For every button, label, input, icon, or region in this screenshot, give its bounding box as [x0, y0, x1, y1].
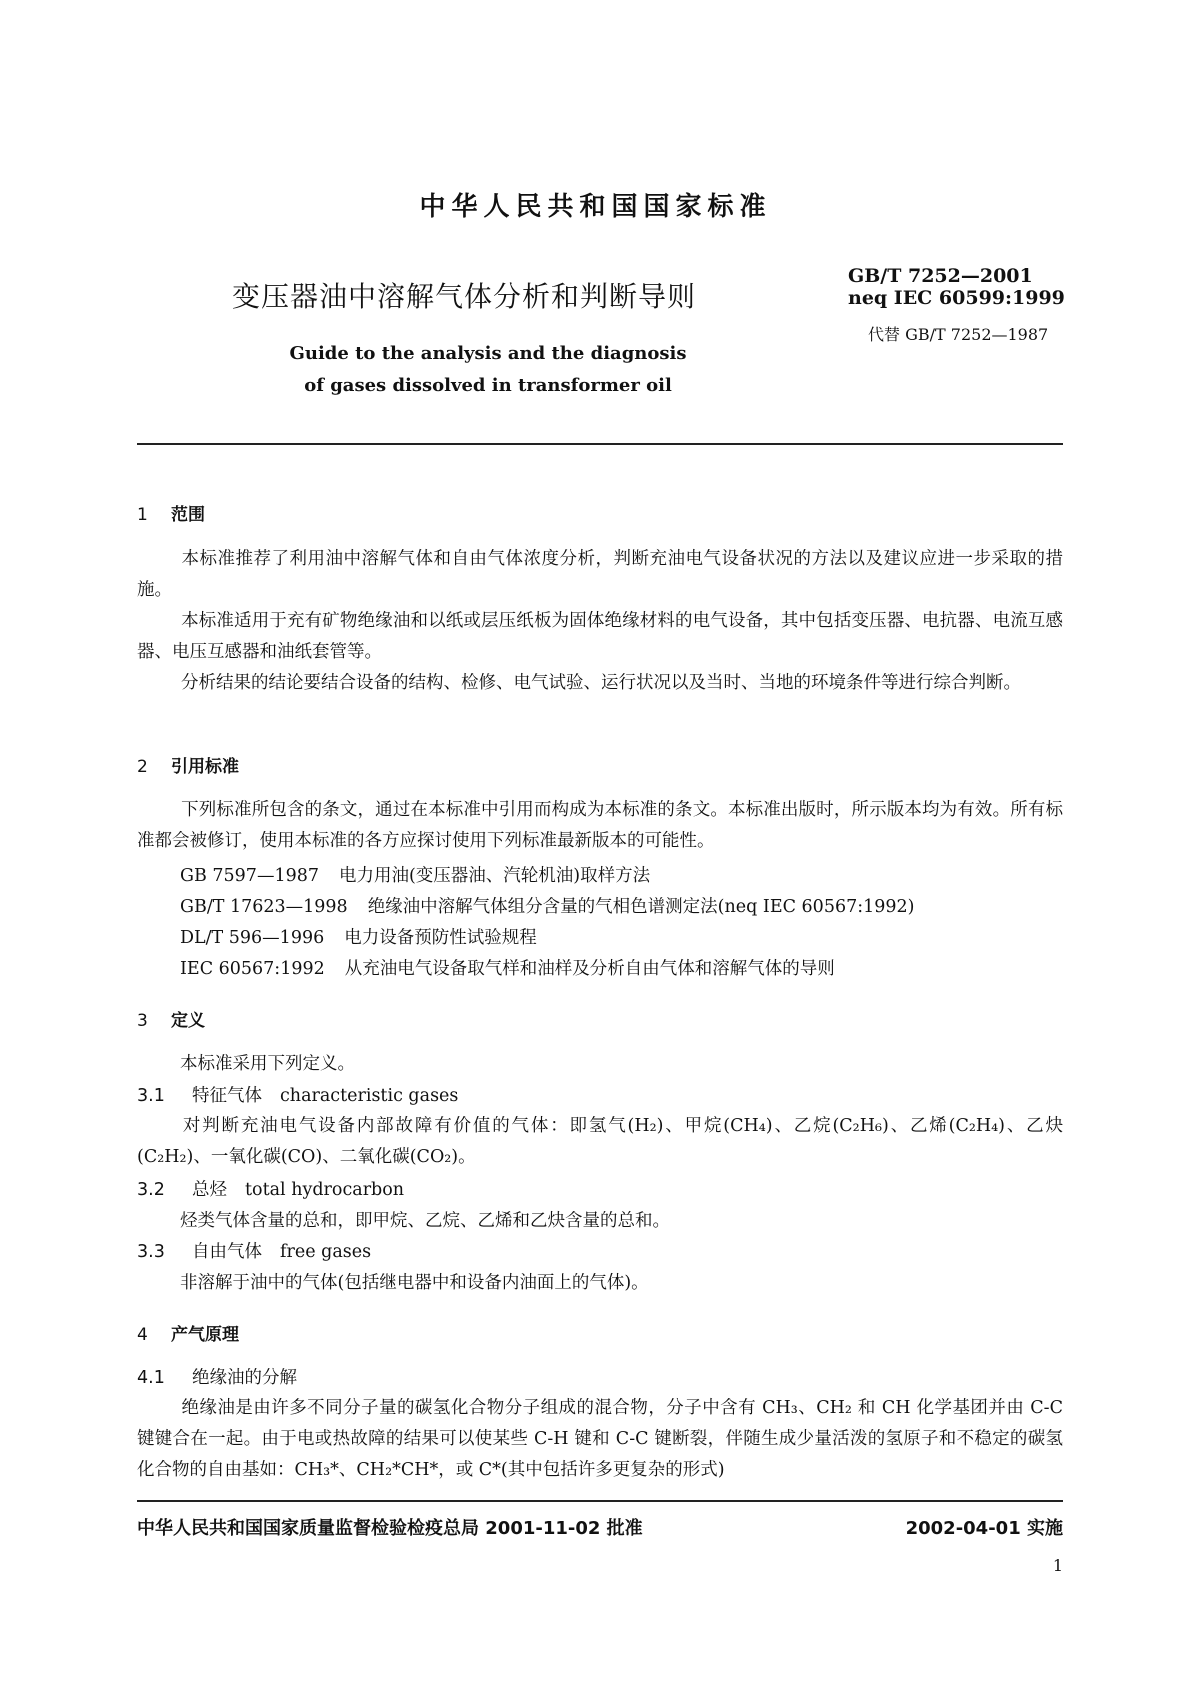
- section-3-heading: [137, 1006, 205, 1031]
- definition-3-2-text: 烃类气体含量的总和，即甲烷、乙烷、乙烯和乙炔含量的总和。: [180, 1211, 670, 1231]
- title-en-line1: Guide to the analysis and the diagnosis: [289, 343, 687, 364]
- approval-statement: 中华人民共和国国家质量监督检验检疫总局 2001-11-02 批准: [137, 1518, 643, 1539]
- section-title: 产气原理: [171, 1325, 239, 1345]
- document-title-en: [0, 338, 976, 402]
- section-title: 引用标准: [171, 757, 239, 777]
- section-1-paragraph-3: 分析结果的结论要结合设备的结构、检修、电气试验、运行状况以及当时、当地的环境条件等进行综合判断。: [181, 673, 1021, 693]
- header-divider: [137, 443, 1063, 445]
- title-en-line2: of gases dissolved in transformer oil: [304, 375, 672, 396]
- section-number: 1: [137, 505, 148, 525]
- national-standard-heading: 中华人民共和国国家标准: [419, 192, 772, 222]
- standard-code: [848, 265, 1065, 309]
- section-title: 范围: [171, 505, 205, 525]
- definition-3-1-text: 对判断充油电气设备内部故障有价值的气体：即氢气(H₂)、甲烷(CH₄)、乙烷(C₂H₆)、乙烯(C₂H₄)、乙炔(C₂H₂)、一氧化碳(CO)、二氧化碳(CO₂)。: [137, 1116, 1063, 1167]
- section-4-heading: [137, 1320, 239, 1345]
- section-title: 定义: [171, 1011, 205, 1031]
- section-2-paragraph-1: 下列标准所包含的条文，通过在本标准中引用而构成为本标准的条文。本标准出版时，所示版本均为有效。所有标准都会被修订，使用本标准的各方应探讨使用下列标准最新版本的可能性。: [137, 800, 1063, 851]
- section-number: 3: [137, 1011, 148, 1031]
- definition-3-3-heading: 3.3 自由气体 free gases: [137, 1242, 372, 1262]
- footer-divider: [137, 1500, 1063, 1502]
- section-3-intro: 本标准采用下列定义。: [180, 1054, 355, 1074]
- page-number: 1: [1052, 1556, 1063, 1575]
- section-1-paragraph-2: 本标准适用于充有矿物绝缘油和以纸或层压纸板为固体绝缘材料的电气设备，其中包括变压器、电抗器、电流互感器、电压互感器和油纸套管等。: [137, 611, 1063, 662]
- document-title-cn: 变压器油中溶解气体分析和判断导则: [232, 280, 697, 313]
- section-1-paragraph-1: 本标准推荐了利用油中溶解气体和自由气体浓度分析，判断充油电气设备状况的方法以及建议应进一步采取的措施。: [137, 549, 1063, 600]
- reference-item: IEC 60567:1992 从充油电气设备取气样和油样及分析自由气体和溶解气体的导则: [180, 959, 835, 979]
- section-number: 4: [137, 1325, 148, 1345]
- definition-3-3-text: 非溶解于油中的气体(包括继电器中和设备内油面上的气体)。: [180, 1273, 649, 1293]
- section-number: 2: [137, 757, 148, 777]
- definition-3-1-heading: 3.1 特征气体 characteristic gases: [137, 1086, 459, 1106]
- definition-3-2-heading: 3.2 总烃 total hydrocarbon: [137, 1180, 405, 1200]
- reference-item: GB 7597—1987 电力用油(变压器油、汽轮机油)取样方法: [180, 866, 651, 886]
- replaces-standard: 代替 GB/T 7252—1987: [868, 325, 1049, 344]
- reference-item: GB/T 17623—1998 绝缘油中溶解气体组分含量的气相色谱测定法(neq IEC 60567:1992): [180, 897, 915, 917]
- section-1-heading: [137, 500, 205, 525]
- standard-code-number: GB/T 7252—2001: [848, 265, 1033, 287]
- standard-code-equivalence: neq IEC 60599:1999: [848, 287, 1065, 309]
- section-2-heading: [137, 752, 239, 777]
- section-4-paragraph-1: 绝缘油是由许多不同分子量的碳氢化合物分子组成的混合物，分子中含有 CH₃、CH₂ 和 CH 化学基团并由 C-C 键键合在一起。由于电或热故障的结果可以使某些 C-H 键和 C-C 键断裂，伴随生成少量活泼的氢原子和不稳定的碳氢化合物的自由基如：CH₃*、CH₂*CH*，或 C*(其中包括许多更复杂的形式): [137, 1398, 1063, 1480]
- implementation-date: 2002-04-01 实施: [905, 1518, 1063, 1539]
- subsection-4-1-heading: 4.1 绝缘油的分解: [137, 1368, 297, 1388]
- reference-item: DL/T 596—1996 电力设备预防性试验规程: [180, 928, 537, 948]
